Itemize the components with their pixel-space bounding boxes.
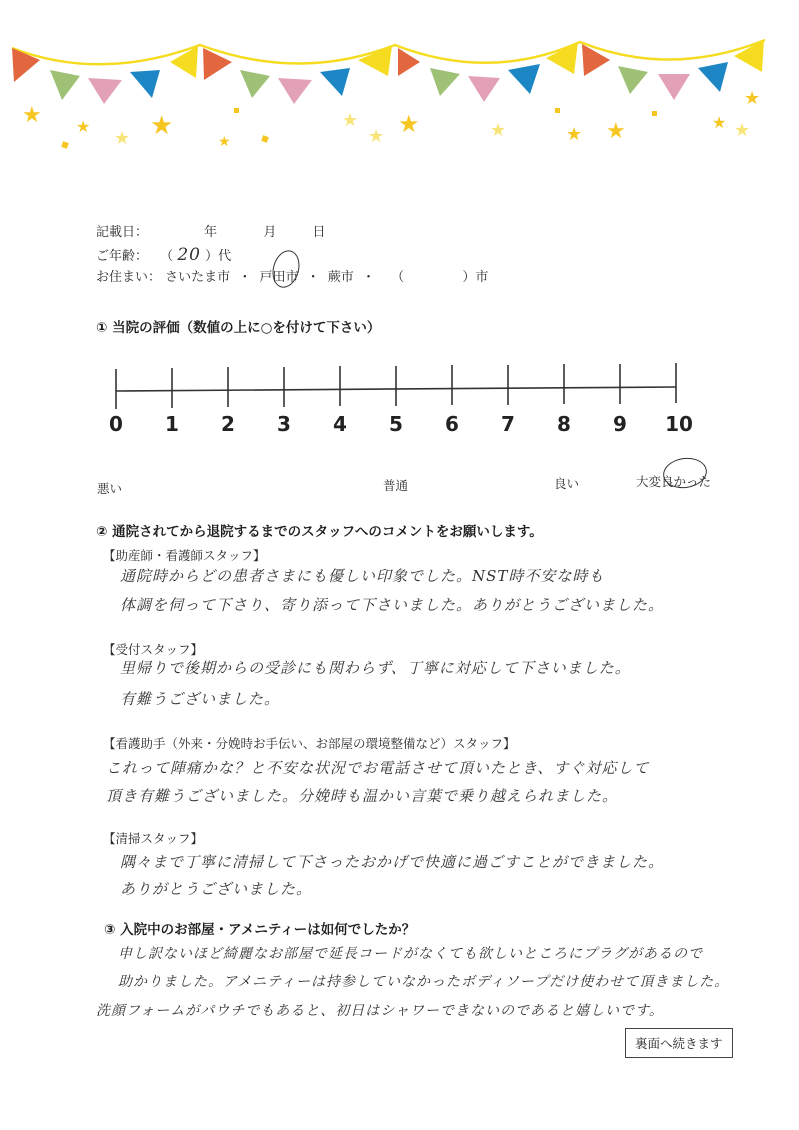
date-label: 記載日： — [96, 225, 149, 240]
star-decoration — [22, 88, 760, 150]
pennant-flag — [320, 68, 350, 96]
pennant-flag — [658, 74, 690, 100]
tick-5[interactable]: 5 — [389, 412, 403, 436]
svg-text:★: ★ — [22, 103, 42, 128]
comment-room-line1: 申し訳ないほど綺麗なお部屋で延長コードがなくても欲しいところにプラグがあるので — [118, 946, 703, 962]
separator: ・ — [238, 270, 252, 285]
section2-title: ② 通院されてから退院するまでのスタッフへのコメントをお願いします。 — [96, 524, 543, 540]
residence-option-warabi[interactable]: 蕨市 — [327, 270, 354, 285]
separator: ・ — [306, 270, 320, 285]
year-label: 年 — [204, 225, 218, 240]
pennant-flag — [698, 62, 728, 92]
pennant-flag — [430, 68, 460, 96]
comment-cleaning-line1: 隅々まで丁寧に清掃して下さったおかげで快適に過ごすことができました。 — [120, 853, 665, 871]
comment-midwife-line1: 通院時からどの患者さまにも優しい印象でした。NST時不安な時も — [120, 567, 605, 585]
pennant-flag — [618, 66, 648, 94]
group-label-reception: 【受付スタッフ】 — [103, 642, 204, 657]
age-close: ）代 — [205, 249, 232, 264]
svg-text:★: ★ — [342, 110, 359, 131]
svg-text:★: ★ — [150, 111, 174, 141]
scale-ticks — [101, 412, 701, 442]
pennant-flag — [278, 78, 312, 104]
separator: ・ — [361, 270, 375, 285]
age-value[interactable]: 20 — [177, 245, 201, 265]
tick-1[interactable]: 1 — [165, 412, 179, 436]
age-row — [96, 245, 231, 265]
tick-6[interactable]: 6 — [445, 412, 459, 436]
tick-8[interactable]: 8 — [557, 412, 571, 436]
day-label: 日 — [312, 225, 326, 240]
comment-room-line3: 洗顔フォームがパウチでもあると、初日はシャワーできないのであると嬉しいです。 — [96, 1003, 664, 1019]
bunting-banner — [0, 30, 799, 160]
tick-10[interactable]: 10 — [665, 412, 693, 436]
pennant-flag — [508, 64, 540, 94]
residence-other-open: （ — [391, 270, 405, 285]
pennant-flag — [88, 78, 122, 104]
comment-cleaning-line2: ありがとうございました。 — [120, 880, 313, 898]
scale-label-normal: 普通 — [383, 478, 409, 493]
tick-3[interactable]: 3 — [277, 412, 291, 436]
section3-title: ③ 入院中のお部屋・アメニティーは如何でしたか？ — [104, 922, 416, 938]
section1-title: ① 当院の評価（数値の上に○を付けて下さい） — [96, 320, 381, 336]
age-open: （ — [160, 249, 174, 264]
month-label: 月 — [263, 225, 277, 240]
svg-text:★: ★ — [712, 113, 727, 132]
svg-text:★: ★ — [398, 110, 420, 138]
pennant-flag — [546, 42, 578, 74]
group-label-midwife: 【助産師・看護師スタッフ】 — [103, 548, 266, 563]
svg-text:★: ★ — [114, 128, 131, 149]
svg-text:★: ★ — [744, 88, 761, 109]
age-label: ご年齢： — [96, 249, 149, 264]
residence-option-saitama[interactable]: さいたま市 — [165, 270, 231, 285]
group-label-cleaning: 【清掃スタッフ】 — [103, 831, 204, 846]
pennant-flag — [130, 70, 160, 98]
pennant-flag — [240, 70, 270, 98]
svg-text:★: ★ — [606, 119, 626, 144]
date-row — [96, 221, 325, 240]
comment-room-line2: 助かりました。アメニティーは持参していなかったボディソープだけ使わせて頂きました。 — [118, 974, 730, 990]
svg-text:★: ★ — [368, 126, 385, 147]
comment-assistant-line1: これって陣痛かな？と不安な状況でお電話させて頂いたとき、すぐ対応して — [106, 759, 650, 777]
pennant-flag — [50, 70, 80, 100]
residence-option-toda[interactable]: 戸田市 — [259, 270, 299, 285]
svg-text:★: ★ — [218, 134, 231, 150]
scale-label-bad: 悪い — [97, 481, 123, 496]
scale-label-good: 良い — [554, 476, 580, 491]
pennant-flag — [358, 46, 392, 76]
group-label-assistant: 【看護助手（外来・分娩時お手伝い、お部屋の環境整備など）スタッフ】 — [103, 736, 516, 751]
svg-text:★: ★ — [566, 124, 583, 145]
tick-7[interactable]: 7 — [501, 412, 515, 436]
residence-other-close: ）市 — [462, 270, 489, 285]
tick-0[interactable]: 0 — [109, 412, 123, 436]
tick-9[interactable]: 9 — [613, 412, 627, 436]
scale-label-excellent: 大変良かった — [636, 474, 712, 489]
comment-midwife-line2: 体調を伺って下さり、寄り添って下さいました。ありがとうございました。 — [120, 596, 665, 614]
comment-reception-line2: 有難うございました。 — [120, 690, 281, 708]
tick-4[interactable]: 4 — [333, 412, 347, 436]
comment-reception-line1: 里帰りで後期からの受診にも関わらず、丁寧に対応して下さいました。 — [120, 659, 631, 677]
comment-assistant-line2: 頂き有難うございました。分娩時も温かい言葉で乗り越えられました。 — [106, 787, 619, 805]
residence-label: お住まい： — [96, 270, 162, 285]
svg-text:★: ★ — [76, 117, 91, 136]
svg-text:★: ★ — [734, 120, 751, 141]
svg-text:★: ★ — [490, 120, 507, 141]
continue-on-back-box: 裏面へ続きます — [625, 1028, 733, 1058]
tick-2[interactable]: 2 — [221, 412, 235, 436]
pennant-flag — [468, 76, 500, 102]
